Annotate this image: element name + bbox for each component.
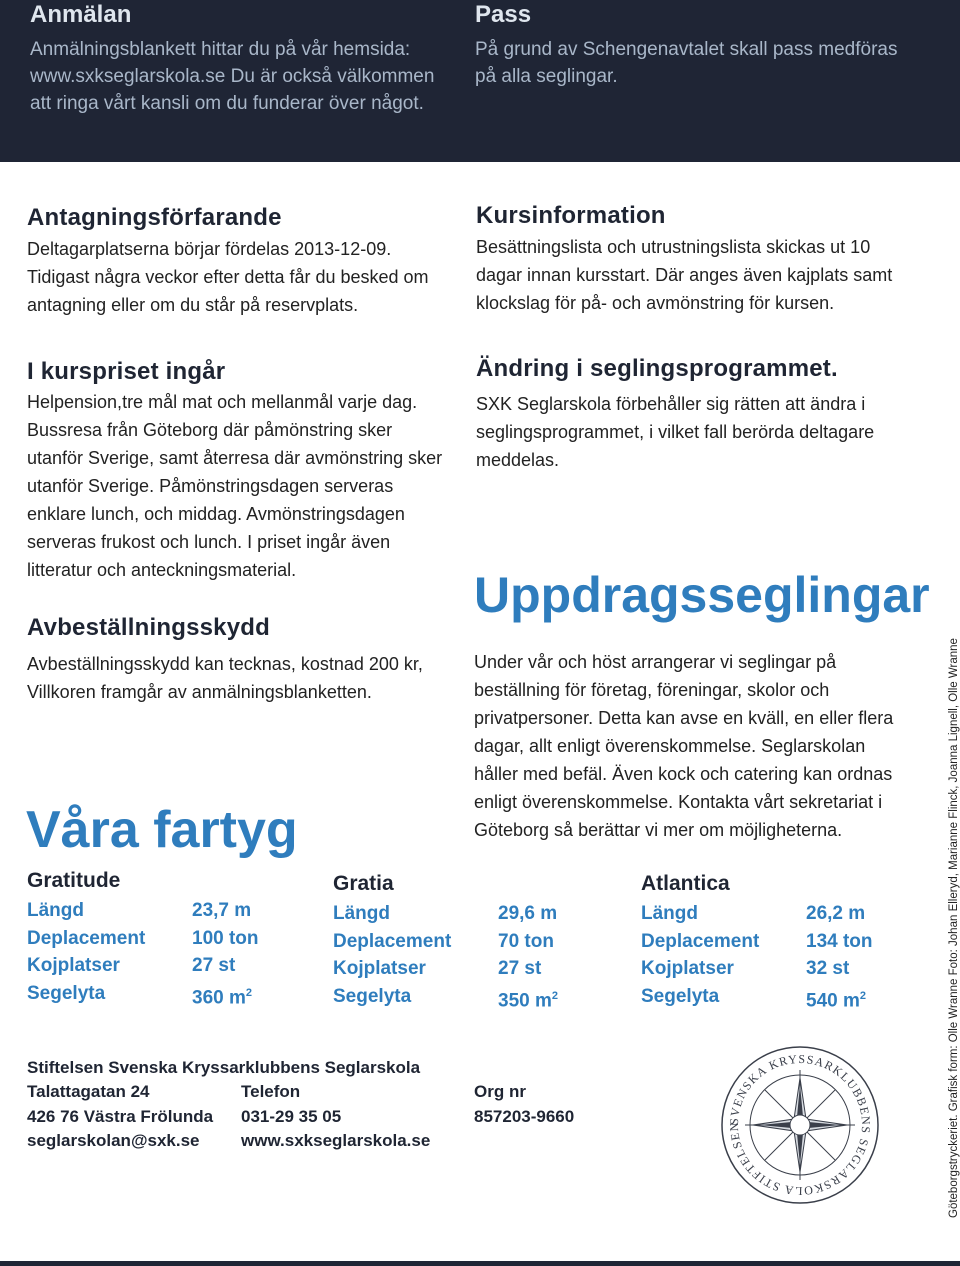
andring-title: Ändring i seglingsprogrammet. <box>476 355 838 382</box>
label-segelyta: Segelyta <box>27 982 106 1004</box>
footer-org-name: Stiftelsen Svenska Kryssarklubbens Seglarskola <box>27 1058 421 1077</box>
label-kojplatser: Kojplatser <box>641 958 734 979</box>
kursinfo-title: Kursinformation <box>476 202 666 229</box>
footer-orgnr-label: Org nr <box>474 1082 526 1101</box>
kursinfo-text: Besättningslista och utrustningslista skickas ut 10 dagar innan kursstart. Där anges även kajplats samt klockslag för på- och avmönstring för kursen. <box>476 237 893 313</box>
avbest-title: Avbeställningsskydd <box>27 614 270 641</box>
footer-postal: 426 76 Västra Frölunda <box>27 1106 214 1126</box>
spec-labels-gratia <box>333 900 451 1010</box>
footer-phone-block <box>241 1080 430 1154</box>
label-kojplatser: Kojplatser <box>333 958 426 979</box>
sxk-seal-logo <box>715 1040 885 1210</box>
spec-labels-gratitude <box>27 897 145 1007</box>
antagning-text: Deltagarplatserna börjar fördelas 2013-12-09. Tidigast några veckor efter detta får du besked om antagning eller om du står på reservplats. <box>27 239 429 315</box>
top-banner <box>0 0 960 162</box>
footer-web-link[interactable]: www.sxkseglarskola.se <box>241 1131 431 1150</box>
value-deplacement: 70 ton <box>498 930 554 952</box>
anmalan-text: Anmälningsblankett hittar du på vår hemsida: www.sxkseglarskola.se Du är också välkommen att ringa vårt kansli om du funderar över något. <box>30 39 435 114</box>
pass-title: Pass <box>475 1 532 28</box>
value-kojplatser: 27 st <box>498 958 542 979</box>
spec-values-gratia <box>498 900 558 1010</box>
footer-street: Talattagatan 24 <box>27 1082 150 1101</box>
uppdrag-title: Uppdragsseglingar <box>474 567 930 623</box>
seal-ring-text: SVENSKA KRYSSARKLUBBENS SEGLARSKOLA STIFTELSEN <box>726 1051 874 1199</box>
antagning-title: Antagningsförfarande <box>27 204 282 231</box>
value-segelyta: 540 $m^2$ <box>806 989 866 1011</box>
ship-name-atlantica: Atlantica <box>641 872 730 895</box>
spec-labels-atlantica <box>641 900 759 1010</box>
label-langd: Längd <box>333 903 390 924</box>
value-langd: 26,2 m <box>806 903 866 924</box>
label-kojplatser: Kojplatser <box>27 955 120 976</box>
fartyg-title: Våra fartyg <box>26 801 298 859</box>
value-segelyta: 360 $m^2$ <box>192 986 252 1008</box>
footer-address-block <box>27 1080 213 1154</box>
value-kojplatser: 27 st <box>192 955 236 976</box>
value-deplacement: 100 ton <box>192 927 259 949</box>
kurspris-title: I kurspriset ingår <box>27 358 226 385</box>
label-deplacement: Deplacement <box>27 927 146 949</box>
kurspris-text: Helpension,tre mål mat och mellanmål varje dag. Bussresa från Göteborg där påmönstring sker utanför Sverige, samt återresa där avmönstring sker utanför Sverige. Påmönstringsdagen serveras enklare lunch, och middag. Avmönstringsdagen serveras frukost och lunch. I priset ingår även litteratur och anteckningsmaterial. <box>27 392 443 580</box>
value-segelyta: 350 $m^2$ <box>498 989 558 1011</box>
avbest-text: Avbeställningsskydd kan tecknas, kostnad 200 kr, Villkoren framgår av anmälningsblanketten. <box>27 654 423 702</box>
uppdrag-text: Under vår och höst arrangerar vi seglingar på beställning för företag, föreningar, skolor och privatpersoner. Detta kan avse en kväll, en eller flera dagar, allt enligt överenskommelse. Seglarskolan håller med befäl. Även kock och catering kan ordnas enligt överenskommelse. Kontakta vårt sekretariat i Göteborg så berättar vi mer om möjligheterna. <box>474 652 894 840</box>
label-langd: Längd <box>27 900 84 921</box>
value-deplacement: 134 ton <box>806 930 873 952</box>
andring-text: SXK Seglarskola förbehåller sig rätten att ändra i seglingsprogrammet, i vilket fall berörda deltagare meddelas. <box>476 394 875 470</box>
label-deplacement: Deplacement <box>641 930 760 952</box>
label-segelyta: Segelyta <box>641 985 720 1007</box>
ship-name-gratitude: Gratitude <box>27 869 121 892</box>
label-segelyta: Segelyta <box>333 985 412 1007</box>
spec-values-gratitude <box>192 897 259 1007</box>
value-kojplatser: 32 st <box>806 958 850 979</box>
label-langd: Längd <box>641 903 698 924</box>
footer-orgnr-block <box>474 1080 574 1129</box>
pass-text: På grund av Schengenavtalet skall pass medföras på alla seglingar. <box>475 39 898 87</box>
footer-phone-label: Telefon <box>241 1082 301 1101</box>
spec-values-atlantica <box>806 900 873 1010</box>
value-langd: 29,6 m <box>498 903 558 924</box>
anmalan-title: Anmälan <box>30 1 132 28</box>
bottom-bar <box>0 1261 960 1266</box>
label-deplacement: Deplacement <box>333 930 452 952</box>
value-langd: 23,7 m <box>192 900 252 921</box>
photo-credits: Göteborgstryckeriet. Grafisk form: Olle Wranne Foto: Johan Elleryd, Marianne Flinck, Joanna Lignell, Olle Wranne <box>948 638 960 1218</box>
footer-phone: 031-29 35 05 <box>241 1106 342 1126</box>
footer-orgnr: 857203-9660 <box>474 1106 575 1126</box>
ship-name-gratia: Gratia <box>333 872 394 895</box>
footer-email[interactable]: seglarskolan@sxk.se <box>27 1131 200 1150</box>
